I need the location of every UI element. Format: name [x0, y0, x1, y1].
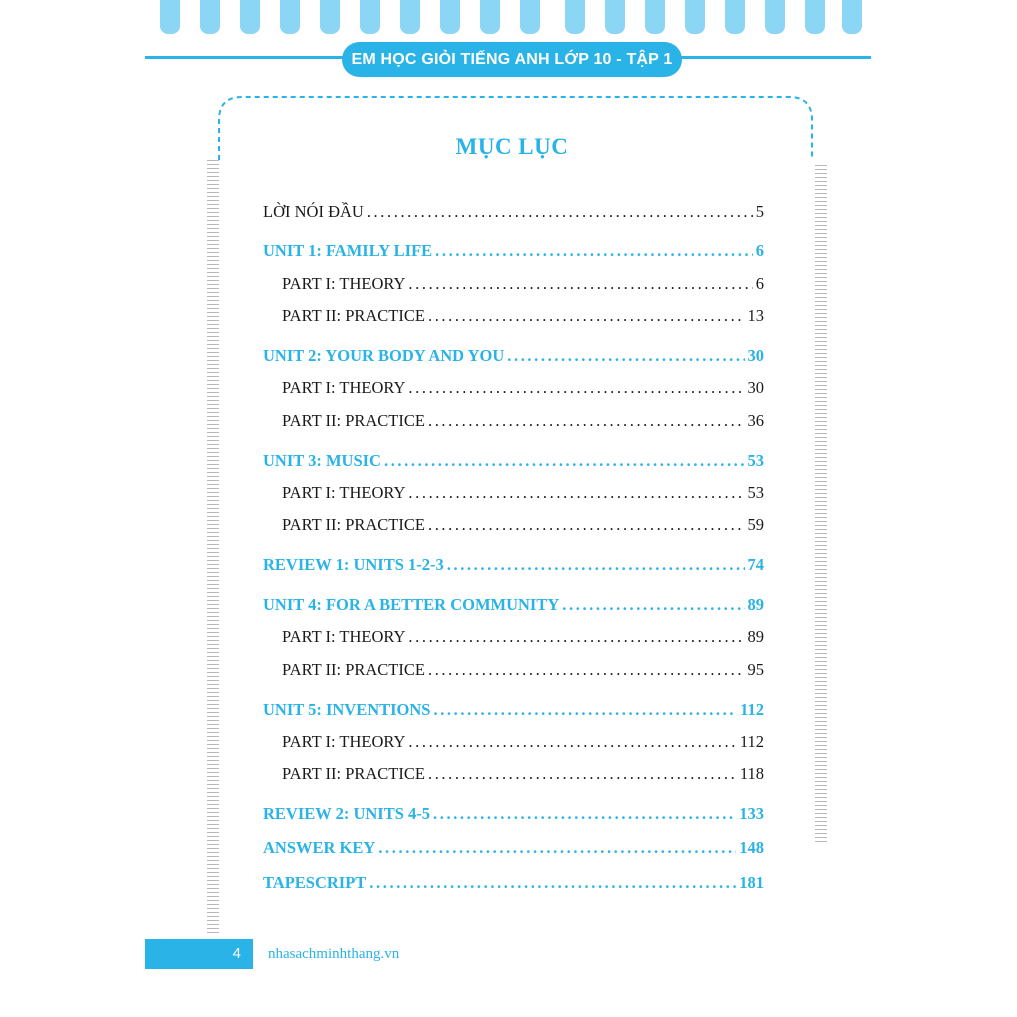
toc-page: 30 [747, 346, 764, 365]
toc-label: PART II: PRACTICE [282, 515, 425, 534]
leader-dots [428, 306, 745, 326]
toc-entry-unit-3[interactable] [263, 451, 764, 471]
toc-label: UNIT 1: FAMILY LIFE [263, 241, 433, 260]
toc-page: 53 [747, 483, 764, 502]
toc-page: 148 [739, 838, 764, 857]
toc-entry-unit-2[interactable] [263, 346, 764, 366]
toc-entry-review-1[interactable] [263, 555, 764, 575]
leader-dots [428, 764, 737, 784]
toc-entry-unit-5-practice[interactable] [282, 764, 764, 784]
page-number-bar [145, 939, 253, 969]
toc-page: 53 [747, 451, 764, 470]
toc-page: 30 [747, 378, 764, 397]
toc-entry-unit-5[interactable] [263, 700, 764, 720]
toc-entry-unit-2-practice[interactable] [282, 411, 764, 431]
toc-label: REVIEW 2: UNITS 4-5 [263, 804, 431, 823]
book-title-banner: EM HỌC GIỎI TIẾNG ANH LỚP 10 - TẬP 1 [342, 42, 682, 77]
toc-page: 118 [739, 764, 764, 783]
toc-page: 59 [747, 515, 764, 534]
leader-dots [369, 873, 736, 893]
toc-page: 6 [755, 274, 764, 293]
toc-page: 5 [755, 202, 764, 221]
toc-label: PART I: THEORY [282, 483, 406, 502]
toc-page: 181 [739, 873, 764, 892]
leader-dots [408, 378, 744, 398]
toc-page: 112 [740, 700, 764, 719]
toc-entry-unit-3-practice[interactable] [282, 515, 764, 535]
toc-page: 95 [747, 660, 764, 679]
toc-entry-unit-1[interactable] [263, 241, 764, 261]
toc-page: 133 [739, 804, 764, 823]
leader-dots [447, 555, 745, 575]
toc-label: PART I: THEORY [282, 378, 406, 397]
page-title: MỤC LỤC [455, 134, 569, 159]
toc-page: 112 [739, 732, 764, 751]
toc-label: ANSWER KEY [263, 838, 376, 857]
toc-label: TAPESCRIPT [263, 873, 367, 892]
toc-label: PART II: PRACTICE [282, 764, 425, 783]
leader-dots [428, 660, 745, 680]
leader-dots [408, 627, 744, 647]
toc-label: PART II: PRACTICE [282, 660, 425, 679]
leader-dots [408, 483, 744, 503]
leader-dots [435, 241, 753, 261]
leader-dots [408, 274, 752, 294]
leader-dots [428, 411, 745, 431]
toc-label: PART I: THEORY [282, 274, 406, 293]
toc-entry-unit-1-practice[interactable] [282, 306, 764, 326]
toc-entry-unit-3-theory[interactable] [282, 483, 764, 503]
toc-label: PART I: THEORY [282, 732, 406, 751]
toc-entry-unit-5-theory[interactable] [282, 732, 764, 752]
toc-page: 89 [747, 627, 764, 646]
leader-dots [367, 202, 753, 222]
toc-label: UNIT 3: MUSIC [263, 451, 381, 470]
page-number: 4 [232, 945, 241, 962]
left-ruler [207, 160, 219, 935]
toc-label: UNIT 5: INVENTIONS [263, 700, 431, 719]
toc-label: PART II: PRACTICE [282, 411, 425, 430]
toc-label: UNIT 4: FOR A BETTER COMMUNITY [263, 595, 560, 614]
toc-label: LỜI NÓI ĐẦU [263, 202, 364, 221]
leader-dots [433, 804, 736, 824]
toc-entry-tapescript[interactable] [263, 873, 764, 893]
toc-page: 36 [747, 411, 764, 430]
leader-dots [433, 700, 737, 720]
toc-page: 6 [755, 241, 764, 260]
toc-entry-answer-key[interactable] [263, 838, 764, 858]
toc-entry-preface[interactable] [263, 202, 764, 222]
toc-label: PART I: THEORY [282, 627, 406, 646]
leader-dots [384, 451, 745, 471]
leader-dots [428, 515, 745, 535]
toc-entry-unit-4[interactable] [263, 595, 764, 615]
leader-dots [562, 595, 744, 615]
toc-entry-unit-2-theory[interactable] [282, 378, 764, 398]
toc-page: 13 [747, 306, 764, 325]
toc-page: 89 [747, 595, 764, 614]
leader-dots [378, 838, 736, 858]
toc-label: PART II: PRACTICE [282, 306, 425, 325]
leader-dots [408, 732, 736, 752]
toc-page: 74 [747, 555, 764, 574]
toc-entry-review-2[interactable] [263, 804, 764, 824]
toc-label: UNIT 2: YOUR BODY AND YOU [263, 346, 505, 365]
right-ruler [815, 165, 827, 845]
leader-dots [507, 346, 744, 366]
toc-label: REVIEW 1: UNITS 1-2-3 [263, 555, 444, 574]
toc-entry-unit-4-theory[interactable] [282, 627, 764, 647]
toc-entry-unit-4-practice[interactable] [282, 660, 764, 680]
publisher-website: nhasachminhthang.vn [268, 946, 400, 962]
toc-entry-unit-1-theory[interactable] [282, 274, 764, 294]
